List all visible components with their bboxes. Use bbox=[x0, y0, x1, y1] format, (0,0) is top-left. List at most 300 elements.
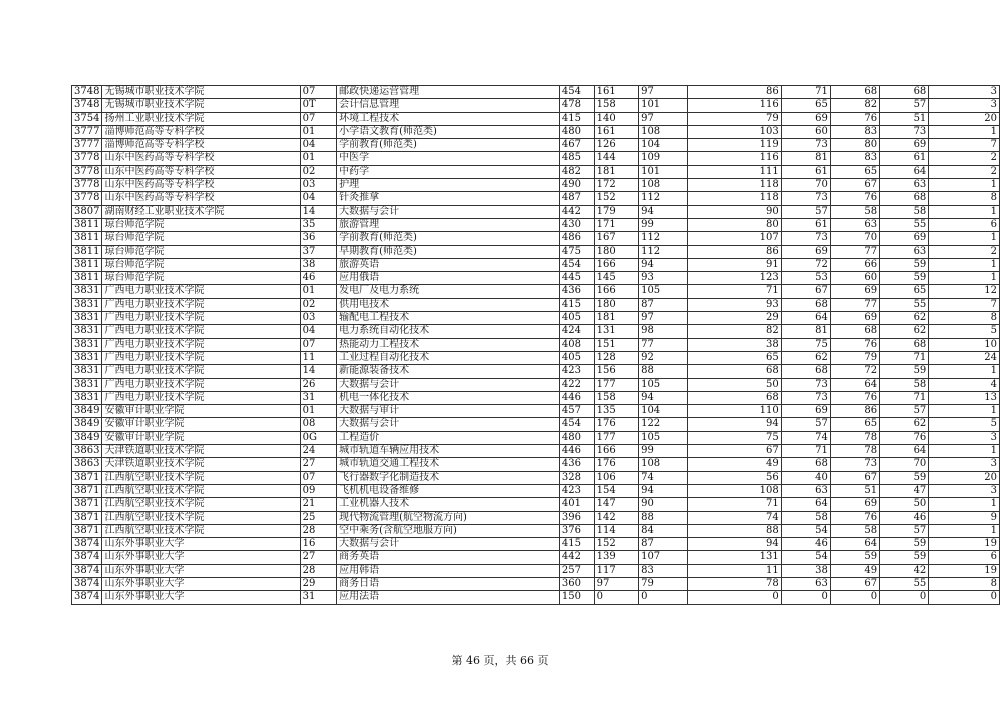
school-code-cell: 3831 bbox=[72, 378, 102, 391]
total-score-cell: 436 bbox=[559, 458, 594, 471]
count-cell: 3 bbox=[929, 86, 1000, 99]
score-a-cell: 177 bbox=[594, 431, 638, 444]
score-c-cell: 116 bbox=[688, 152, 781, 165]
score-a-cell: 126 bbox=[594, 139, 638, 152]
score-b-cell: 90 bbox=[639, 498, 688, 511]
score-a-cell: 139 bbox=[594, 551, 638, 564]
major-name-cell: 护理 bbox=[337, 179, 560, 192]
count-cell: 3 bbox=[929, 99, 1000, 112]
score-c-cell: 107 bbox=[688, 232, 781, 245]
score-a-cell: 151 bbox=[594, 338, 638, 351]
school-name-cell: 淄博师范高等专科学校 bbox=[102, 125, 300, 138]
major-name-cell: 应用法语 bbox=[337, 591, 560, 604]
score-b-cell: 112 bbox=[639, 192, 688, 205]
score-c-cell: 49 bbox=[688, 458, 781, 471]
school-name-cell: 广西电力职业技术学院 bbox=[102, 378, 300, 391]
score-d-cell: 71 bbox=[781, 86, 830, 99]
count-cell: 1 bbox=[929, 445, 1000, 458]
table-row bbox=[72, 338, 1000, 351]
score-b-cell: 97 bbox=[639, 112, 688, 125]
table-row bbox=[72, 405, 1000, 418]
major-code-cell: 38 bbox=[300, 258, 337, 271]
school-code-cell: 3778 bbox=[72, 179, 102, 192]
score-d-cell: 65 bbox=[781, 99, 830, 112]
score-e-cell: 59 bbox=[830, 551, 879, 564]
score-a-cell: 167 bbox=[594, 232, 638, 245]
score-a-cell: 161 bbox=[594, 86, 638, 99]
score-a-cell: 154 bbox=[594, 484, 638, 497]
table-row bbox=[72, 577, 1000, 590]
score-b-cell: 87 bbox=[639, 298, 688, 311]
table-row bbox=[72, 391, 1000, 404]
major-name-cell: 大数据与会计 bbox=[337, 205, 560, 218]
score-a-cell: 181 bbox=[594, 312, 638, 325]
score-b-cell: 94 bbox=[639, 205, 688, 218]
school-name-cell: 山东中医药高等专科学校 bbox=[102, 152, 300, 165]
score-f-cell: 57 bbox=[880, 405, 929, 418]
count-cell: 7 bbox=[929, 139, 1000, 152]
major-name-cell: 早期教育(师范类) bbox=[337, 245, 560, 258]
school-name-cell: 江西航空职业技术学院 bbox=[102, 484, 300, 497]
score-c-cell: 86 bbox=[688, 86, 781, 99]
score-e-cell: 72 bbox=[830, 365, 879, 378]
school-code-cell: 3811 bbox=[72, 258, 102, 271]
score-c-cell: 71 bbox=[688, 285, 781, 298]
score-d-cell: 61 bbox=[781, 165, 830, 178]
score-b-cell: 94 bbox=[639, 258, 688, 271]
score-e-cell: 64 bbox=[830, 378, 879, 391]
score-c-cell: 90 bbox=[688, 205, 781, 218]
score-d-cell: 61 bbox=[781, 218, 830, 231]
school-name-cell: 扬州工业职业技术学院 bbox=[102, 112, 300, 125]
score-e-cell: 0 bbox=[830, 591, 879, 604]
score-e-cell: 67 bbox=[830, 471, 879, 484]
table-row bbox=[72, 564, 1000, 577]
school-code-cell: 3778 bbox=[72, 165, 102, 178]
score-e-cell: 78 bbox=[830, 445, 879, 458]
score-c-cell: 0 bbox=[688, 591, 781, 604]
total-score-cell: 475 bbox=[559, 245, 594, 258]
count-cell: 8 bbox=[929, 192, 1000, 205]
table-row bbox=[72, 471, 1000, 484]
school-code-cell: 3874 bbox=[72, 564, 102, 577]
count-cell: 7 bbox=[929, 298, 1000, 311]
total-score-cell: 430 bbox=[559, 218, 594, 231]
school-code-cell: 3871 bbox=[72, 471, 102, 484]
major-code-cell: 07 bbox=[300, 112, 337, 125]
school-code-cell: 3831 bbox=[72, 338, 102, 351]
score-c-cell: 65 bbox=[688, 351, 781, 364]
total-score-cell: 454 bbox=[559, 418, 594, 431]
school-name-cell: 广西电力职业技术学院 bbox=[102, 391, 300, 404]
score-a-cell: 0 bbox=[594, 591, 638, 604]
school-name-cell: 广西电力职业技术学院 bbox=[102, 312, 300, 325]
school-name-cell: 山东中医药高等专科学校 bbox=[102, 192, 300, 205]
score-c-cell: 91 bbox=[688, 258, 781, 271]
score-c-cell: 103 bbox=[688, 125, 781, 138]
total-score-cell: 423 bbox=[559, 365, 594, 378]
score-f-cell: 59 bbox=[880, 551, 929, 564]
major-code-cell: 21 bbox=[300, 498, 337, 511]
score-e-cell: 82 bbox=[830, 99, 879, 112]
table-row bbox=[72, 445, 1000, 458]
score-f-cell: 57 bbox=[880, 99, 929, 112]
table-row bbox=[72, 232, 1000, 245]
major-code-cell: 02 bbox=[300, 298, 337, 311]
score-b-cell: 0 bbox=[639, 591, 688, 604]
school-code-cell: 3849 bbox=[72, 418, 102, 431]
score-e-cell: 86 bbox=[830, 405, 879, 418]
table-row bbox=[72, 245, 1000, 258]
score-e-cell: 58 bbox=[830, 524, 879, 537]
score-e-cell: 70 bbox=[830, 232, 879, 245]
score-a-cell: 172 bbox=[594, 179, 638, 192]
total-score-cell: 487 bbox=[559, 192, 594, 205]
school-name-cell: 安徽审计职业学院 bbox=[102, 418, 300, 431]
score-c-cell: 94 bbox=[688, 418, 781, 431]
school-code-cell: 3778 bbox=[72, 152, 102, 165]
school-code-cell: 3849 bbox=[72, 431, 102, 444]
score-b-cell: 112 bbox=[639, 245, 688, 258]
school-code-cell: 3807 bbox=[72, 205, 102, 218]
school-code-cell: 3863 bbox=[72, 458, 102, 471]
score-f-cell: 76 bbox=[880, 431, 929, 444]
school-code-cell: 3811 bbox=[72, 272, 102, 285]
score-f-cell: 58 bbox=[880, 378, 929, 391]
page-footer: 第 46 页，共 66 页 bbox=[451, 654, 549, 667]
major-code-cell: 07 bbox=[300, 471, 337, 484]
major-code-cell: 03 bbox=[300, 179, 337, 192]
score-b-cell: 84 bbox=[639, 524, 688, 537]
score-d-cell: 73 bbox=[781, 378, 830, 391]
major-name-cell: 大数据与审计 bbox=[337, 405, 560, 418]
school-name-cell: 广西电力职业技术学院 bbox=[102, 351, 300, 364]
school-name-cell: 琼台师范学院 bbox=[102, 245, 300, 258]
school-name-cell: 山东外事职业大学 bbox=[102, 591, 300, 604]
score-a-cell: 147 bbox=[594, 498, 638, 511]
count-cell: 1 bbox=[929, 524, 1000, 537]
score-e-cell: 78 bbox=[830, 431, 879, 444]
total-score-cell: 415 bbox=[559, 538, 594, 551]
school-code-cell: 3871 bbox=[72, 524, 102, 537]
school-code-cell: 3748 bbox=[72, 86, 102, 99]
table-row bbox=[72, 325, 1000, 338]
school-name-cell: 山东外事职业大学 bbox=[102, 551, 300, 564]
count-cell: 1 bbox=[929, 232, 1000, 245]
count-cell: 2 bbox=[929, 152, 1000, 165]
score-b-cell: 105 bbox=[639, 378, 688, 391]
school-name-cell: 广西电力职业技术学院 bbox=[102, 365, 300, 378]
table-row bbox=[72, 192, 1000, 205]
score-f-cell: 64 bbox=[880, 165, 929, 178]
table-row bbox=[72, 165, 1000, 178]
score-f-cell: 63 bbox=[880, 179, 929, 192]
table-row bbox=[72, 125, 1000, 138]
score-e-cell: 63 bbox=[830, 218, 879, 231]
total-score-cell: 485 bbox=[559, 152, 594, 165]
school-code-cell: 3748 bbox=[72, 99, 102, 112]
total-score-cell: 408 bbox=[559, 338, 594, 351]
score-f-cell: 55 bbox=[880, 577, 929, 590]
score-table bbox=[71, 85, 1000, 605]
score-b-cell: 104 bbox=[639, 139, 688, 152]
score-b-cell: 108 bbox=[639, 179, 688, 192]
count-cell: 1 bbox=[929, 205, 1000, 218]
score-d-cell: 71 bbox=[781, 445, 830, 458]
score-f-cell: 55 bbox=[880, 218, 929, 231]
score-f-cell: 59 bbox=[880, 538, 929, 551]
table-row bbox=[72, 484, 1000, 497]
major-code-cell: 01 bbox=[300, 152, 337, 165]
score-c-cell: 38 bbox=[688, 338, 781, 351]
score-c-cell: 119 bbox=[688, 139, 781, 152]
score-f-cell: 73 bbox=[880, 125, 929, 138]
score-f-cell: 61 bbox=[880, 152, 929, 165]
major-code-cell: 07 bbox=[300, 338, 337, 351]
school-code-cell: 3871 bbox=[72, 498, 102, 511]
major-code-cell: 46 bbox=[300, 272, 337, 285]
table-row bbox=[72, 365, 1000, 378]
score-f-cell: 47 bbox=[880, 484, 929, 497]
table-row bbox=[72, 298, 1000, 311]
score-d-cell: 57 bbox=[781, 418, 830, 431]
major-code-cell: 26 bbox=[300, 378, 337, 391]
major-code-cell: 27 bbox=[300, 458, 337, 471]
score-b-cell: 107 bbox=[639, 551, 688, 564]
score-e-cell: 66 bbox=[830, 258, 879, 271]
school-name-cell: 湖南财经工业职业技术学院 bbox=[102, 205, 300, 218]
school-code-cell: 3831 bbox=[72, 285, 102, 298]
score-a-cell: 152 bbox=[594, 538, 638, 551]
major-name-cell: 商务英语 bbox=[337, 551, 560, 564]
score-a-cell: 177 bbox=[594, 378, 638, 391]
total-score-cell: 436 bbox=[559, 285, 594, 298]
count-cell: 4 bbox=[929, 378, 1000, 391]
score-d-cell: 67 bbox=[781, 285, 830, 298]
score-a-cell: 166 bbox=[594, 258, 638, 271]
school-code-cell: 3831 bbox=[72, 365, 102, 378]
score-f-cell: 70 bbox=[880, 458, 929, 471]
score-b-cell: 122 bbox=[639, 418, 688, 431]
table-row bbox=[72, 179, 1000, 192]
score-e-cell: 73 bbox=[830, 458, 879, 471]
total-score-cell: 445 bbox=[559, 272, 594, 285]
total-score-cell: 482 bbox=[559, 165, 594, 178]
school-code-cell: 3831 bbox=[72, 312, 102, 325]
count-cell: 1 bbox=[929, 498, 1000, 511]
count-cell: 1 bbox=[929, 125, 1000, 138]
major-name-cell: 热能动力工程技术 bbox=[337, 338, 560, 351]
table-row bbox=[72, 458, 1000, 471]
score-c-cell: 110 bbox=[688, 405, 781, 418]
major-name-cell: 工业机器人技术 bbox=[337, 498, 560, 511]
score-d-cell: 60 bbox=[781, 125, 830, 138]
major-code-cell: 27 bbox=[300, 551, 337, 564]
score-a-cell: 158 bbox=[594, 99, 638, 112]
major-name-cell: 大数据与会计 bbox=[337, 418, 560, 431]
table-row bbox=[72, 378, 1000, 391]
count-cell: 6 bbox=[929, 551, 1000, 564]
score-f-cell: 69 bbox=[880, 139, 929, 152]
school-name-cell: 广西电力职业技术学院 bbox=[102, 338, 300, 351]
total-score-cell: 405 bbox=[559, 351, 594, 364]
table-row bbox=[72, 511, 1000, 524]
major-name-cell: 小学语文教育(师范类) bbox=[337, 125, 560, 138]
score-f-cell: 55 bbox=[880, 298, 929, 311]
score-a-cell: 97 bbox=[594, 577, 638, 590]
count-cell: 9 bbox=[929, 511, 1000, 524]
score-d-cell: 69 bbox=[781, 405, 830, 418]
score-e-cell: 83 bbox=[830, 125, 879, 138]
school-name-cell: 山东外事职业大学 bbox=[102, 538, 300, 551]
school-code-cell: 3871 bbox=[72, 511, 102, 524]
score-a-cell: 158 bbox=[594, 391, 638, 404]
score-b-cell: 88 bbox=[639, 511, 688, 524]
score-b-cell: 108 bbox=[639, 458, 688, 471]
major-name-cell: 发电厂及电力系统 bbox=[337, 285, 560, 298]
major-code-cell: 31 bbox=[300, 591, 337, 604]
score-b-cell: 94 bbox=[639, 391, 688, 404]
table-row bbox=[72, 498, 1000, 511]
score-b-cell: 93 bbox=[639, 272, 688, 285]
major-name-cell: 环境工程技术 bbox=[337, 112, 560, 125]
school-code-cell: 3778 bbox=[72, 192, 102, 205]
count-cell: 3 bbox=[929, 458, 1000, 471]
score-c-cell: 29 bbox=[688, 312, 781, 325]
score-e-cell: 69 bbox=[830, 498, 879, 511]
score-a-cell: 156 bbox=[594, 365, 638, 378]
total-score-cell: 405 bbox=[559, 312, 594, 325]
score-d-cell: 70 bbox=[781, 179, 830, 192]
school-name-cell: 广西电力职业技术学院 bbox=[102, 325, 300, 338]
total-score-cell: 467 bbox=[559, 139, 594, 152]
major-name-cell: 新能源装备技术 bbox=[337, 365, 560, 378]
total-score-cell: 328 bbox=[559, 471, 594, 484]
score-d-cell: 68 bbox=[781, 365, 830, 378]
score-e-cell: 83 bbox=[830, 152, 879, 165]
table-row bbox=[72, 524, 1000, 537]
score-e-cell: 76 bbox=[830, 391, 879, 404]
score-d-cell: 58 bbox=[781, 511, 830, 524]
score-d-cell: 75 bbox=[781, 338, 830, 351]
school-name-cell: 山东中医药高等专科学校 bbox=[102, 179, 300, 192]
score-d-cell: 74 bbox=[781, 431, 830, 444]
count-cell: 5 bbox=[929, 418, 1000, 431]
score-b-cell: 105 bbox=[639, 431, 688, 444]
score-b-cell: 97 bbox=[639, 312, 688, 325]
score-e-cell: 69 bbox=[830, 285, 879, 298]
score-a-cell: 135 bbox=[594, 405, 638, 418]
score-a-cell: 114 bbox=[594, 524, 638, 537]
score-f-cell: 57 bbox=[880, 524, 929, 537]
major-name-cell: 旅游英语 bbox=[337, 258, 560, 271]
major-name-cell: 飞行器数字化制造技术 bbox=[337, 471, 560, 484]
major-name-cell: 大数据与会计 bbox=[337, 378, 560, 391]
major-code-cell: 0G bbox=[300, 431, 337, 444]
score-a-cell: 171 bbox=[594, 218, 638, 231]
total-score-cell: 454 bbox=[559, 258, 594, 271]
score-c-cell: 68 bbox=[688, 391, 781, 404]
score-f-cell: 71 bbox=[880, 391, 929, 404]
major-name-cell: 城市轨道车辆应用技术 bbox=[337, 445, 560, 458]
score-c-cell: 94 bbox=[688, 538, 781, 551]
school-code-cell: 3777 bbox=[72, 125, 102, 138]
school-name-cell: 琼台师范学院 bbox=[102, 272, 300, 285]
score-e-cell: 80 bbox=[830, 139, 879, 152]
total-score-cell: 442 bbox=[559, 551, 594, 564]
count-cell: 13 bbox=[929, 391, 1000, 404]
score-c-cell: 86 bbox=[688, 245, 781, 258]
major-code-cell: 04 bbox=[300, 139, 337, 152]
score-b-cell: 112 bbox=[639, 232, 688, 245]
count-cell: 5 bbox=[929, 325, 1000, 338]
score-b-cell: 99 bbox=[639, 218, 688, 231]
total-score-cell: 257 bbox=[559, 564, 594, 577]
score-f-cell: 68 bbox=[880, 338, 929, 351]
major-code-cell: 07 bbox=[300, 86, 337, 99]
score-e-cell: 67 bbox=[830, 179, 879, 192]
score-c-cell: 56 bbox=[688, 471, 781, 484]
major-name-cell: 针灸推拿 bbox=[337, 192, 560, 205]
major-name-cell: 中医学 bbox=[337, 152, 560, 165]
school-code-cell: 3863 bbox=[72, 445, 102, 458]
score-a-cell: 180 bbox=[594, 245, 638, 258]
score-a-cell: 176 bbox=[594, 418, 638, 431]
score-d-cell: 68 bbox=[781, 458, 830, 471]
table-row bbox=[72, 431, 1000, 444]
score-c-cell: 50 bbox=[688, 378, 781, 391]
school-name-cell: 无锡城市职业技术学院 bbox=[102, 86, 300, 99]
table-body bbox=[72, 86, 1000, 605]
score-d-cell: 81 bbox=[781, 325, 830, 338]
score-b-cell: 105 bbox=[639, 285, 688, 298]
score-b-cell: 101 bbox=[639, 99, 688, 112]
school-name-cell: 琼台师范学院 bbox=[102, 258, 300, 271]
score-b-cell: 94 bbox=[639, 484, 688, 497]
score-b-cell: 88 bbox=[639, 365, 688, 378]
score-d-cell: 38 bbox=[781, 564, 830, 577]
major-code-cell: 04 bbox=[300, 192, 337, 205]
table-row bbox=[72, 112, 1000, 125]
major-name-cell: 空中乘务(含航空地服方向) bbox=[337, 524, 560, 537]
school-code-cell: 3874 bbox=[72, 551, 102, 564]
score-d-cell: 62 bbox=[781, 351, 830, 364]
major-code-cell: 01 bbox=[300, 405, 337, 418]
major-code-cell: 08 bbox=[300, 418, 337, 431]
score-d-cell: 81 bbox=[781, 152, 830, 165]
total-score-cell: 360 bbox=[559, 577, 594, 590]
count-cell: 1 bbox=[929, 272, 1000, 285]
score-d-cell: 46 bbox=[781, 538, 830, 551]
score-f-cell: 69 bbox=[880, 232, 929, 245]
count-cell: 1 bbox=[929, 365, 1000, 378]
school-name-cell: 江西航空职业技术学院 bbox=[102, 471, 300, 484]
school-name-cell: 山东中医药高等专科学校 bbox=[102, 165, 300, 178]
score-d-cell: 57 bbox=[781, 205, 830, 218]
major-code-cell: 35 bbox=[300, 218, 337, 231]
score-f-cell: 62 bbox=[880, 418, 929, 431]
major-name-cell: 会计信息管理 bbox=[337, 99, 560, 112]
school-name-cell: 山东外事职业大学 bbox=[102, 564, 300, 577]
score-e-cell: 68 bbox=[830, 325, 879, 338]
score-b-cell: 92 bbox=[639, 351, 688, 364]
school-name-cell: 广西电力职业技术学院 bbox=[102, 285, 300, 298]
score-f-cell: 50 bbox=[880, 498, 929, 511]
score-c-cell: 116 bbox=[688, 99, 781, 112]
major-name-cell: 城市轨道交通工程技术 bbox=[337, 458, 560, 471]
major-name-cell: 工程造价 bbox=[337, 431, 560, 444]
score-b-cell: 109 bbox=[639, 152, 688, 165]
